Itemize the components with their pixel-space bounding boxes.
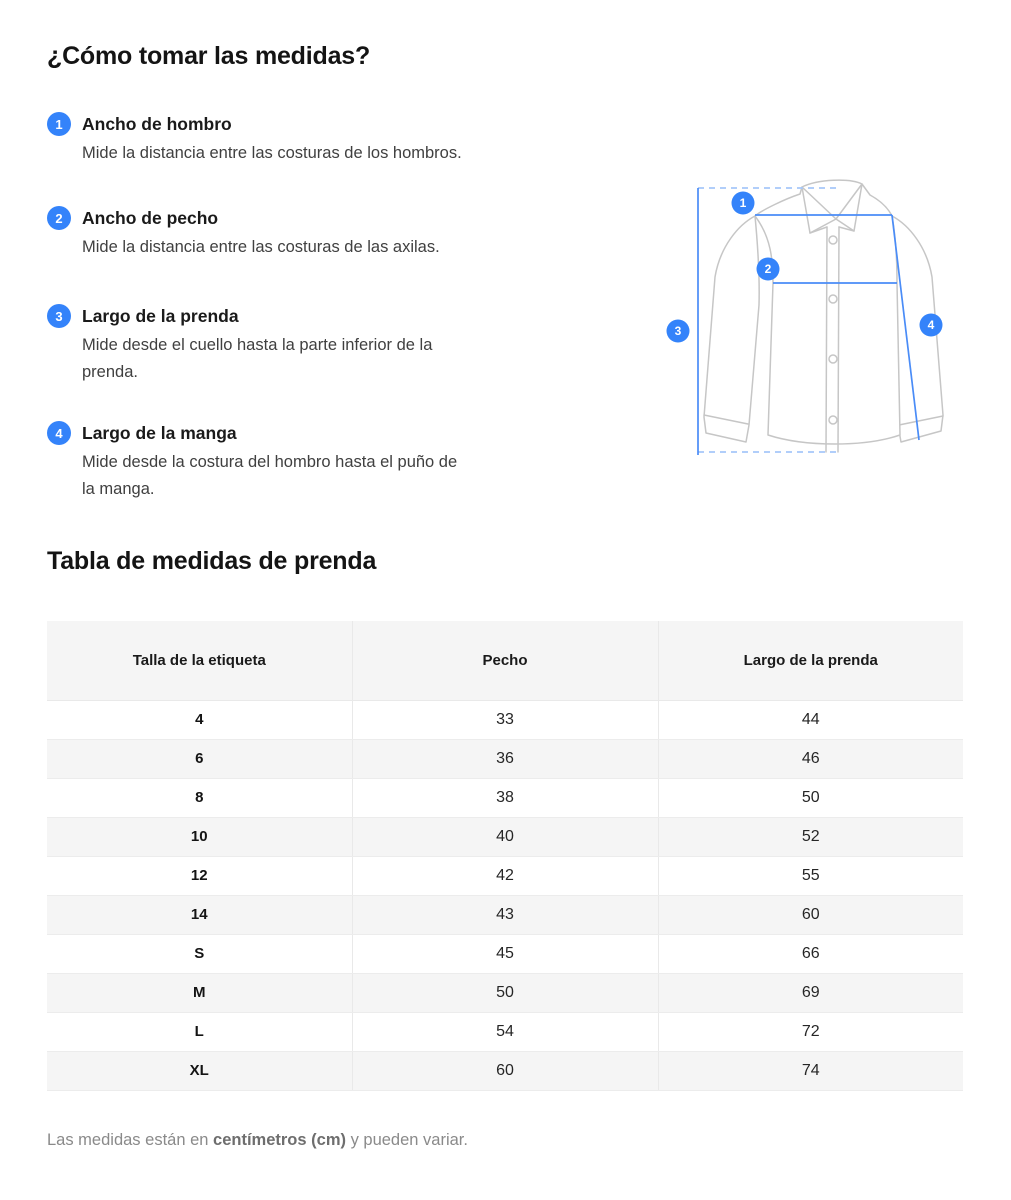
marker-3 bbox=[667, 320, 690, 343]
column-header-size-label: Talla de la etiqueta bbox=[47, 621, 352, 700]
instruction-description: Mide la distancia entre las costuras de las axilas. bbox=[82, 238, 440, 256]
step-1-badge: 1 bbox=[47, 112, 71, 136]
instruction-chest-width bbox=[47, 206, 492, 261]
instruction-title: Largo de la prenda bbox=[82, 306, 239, 326]
footnote-prefix: Las medidas están en bbox=[47, 1131, 214, 1149]
length-cell: 55 bbox=[658, 856, 963, 895]
units-footnote bbox=[47, 1131, 468, 1150]
length-cell: 46 bbox=[658, 739, 963, 778]
instruction-description: Mide la distancia entre las costuras de los hombros. bbox=[82, 144, 462, 162]
table-row bbox=[47, 934, 963, 973]
table-row bbox=[47, 739, 963, 778]
step-2-badge: 2 bbox=[47, 206, 71, 230]
instruction-sleeve-length bbox=[47, 421, 492, 503]
footnote-units: centímetros (cm) bbox=[213, 1131, 346, 1149]
instruction-title: Ancho de hombro bbox=[82, 114, 232, 134]
step-4-badge: 4 bbox=[47, 421, 71, 445]
marker-4 bbox=[920, 314, 943, 337]
table-section-title: Tabla de medidas de prenda bbox=[47, 547, 377, 575]
size-label-cell: 10 bbox=[47, 817, 352, 856]
length-cell: 66 bbox=[658, 934, 963, 973]
instruction-shoulder-width bbox=[47, 112, 492, 167]
size-label-cell: 8 bbox=[47, 778, 352, 817]
length-cell: 50 bbox=[658, 778, 963, 817]
svg-text:2: 2 bbox=[764, 262, 772, 277]
table-row bbox=[47, 895, 963, 934]
footnote-suffix: y pueden variar. bbox=[345, 1131, 468, 1149]
table-row bbox=[47, 778, 963, 817]
size-label-cell: 12 bbox=[47, 856, 352, 895]
length-cell: 69 bbox=[658, 973, 963, 1012]
step-3-badge: 3 bbox=[47, 304, 71, 328]
table-header-row bbox=[47, 621, 963, 700]
size-label-cell: L bbox=[47, 1012, 352, 1051]
size-label-cell: XL bbox=[47, 1051, 352, 1090]
length-cell: 52 bbox=[658, 817, 963, 856]
size-label-cell: 4 bbox=[47, 700, 352, 739]
table-row bbox=[47, 973, 963, 1012]
instruction-title: Largo de la manga bbox=[82, 423, 237, 443]
chest-cell: 33 bbox=[352, 700, 658, 739]
length-cell: 44 bbox=[658, 700, 963, 739]
page-title: ¿Cómo tomar las medidas? bbox=[47, 42, 371, 70]
column-header-chest: Pecho bbox=[352, 621, 658, 700]
marker-1 bbox=[732, 192, 755, 215]
chest-cell: 54 bbox=[352, 1012, 658, 1051]
table-row bbox=[47, 817, 963, 856]
length-cell: 60 bbox=[658, 895, 963, 934]
chest-cell: 38 bbox=[352, 778, 658, 817]
chest-cell: 60 bbox=[352, 1051, 658, 1090]
table-row bbox=[47, 700, 963, 739]
length-cell: 72 bbox=[658, 1012, 963, 1051]
size-label-cell: 14 bbox=[47, 895, 352, 934]
instruction-description: Mide desde la costura del hombro hasta el puño de la manga. bbox=[82, 453, 458, 498]
shirt-outline-icon bbox=[704, 180, 943, 452]
length-cell: 74 bbox=[658, 1051, 963, 1090]
svg-text:3: 3 bbox=[674, 324, 682, 339]
chest-cell: 40 bbox=[352, 817, 658, 856]
chest-cell: 45 bbox=[352, 934, 658, 973]
marker-2 bbox=[757, 258, 780, 281]
chest-cell: 36 bbox=[352, 739, 658, 778]
chest-cell: 42 bbox=[352, 856, 658, 895]
size-label-cell: M bbox=[47, 973, 352, 1012]
shirt-measurement-diagram bbox=[650, 165, 980, 470]
size-label-cell: 6 bbox=[47, 739, 352, 778]
instruction-garment-length bbox=[47, 304, 492, 386]
instruction-description: Mide desde el cuello hasta la parte inferior de la prenda. bbox=[82, 336, 433, 381]
size-label-cell: S bbox=[47, 934, 352, 973]
chest-cell: 43 bbox=[352, 895, 658, 934]
svg-text:4: 4 bbox=[927, 318, 935, 333]
size-measurements-table bbox=[47, 621, 963, 1091]
instruction-title: Ancho de pecho bbox=[82, 208, 219, 228]
table-row bbox=[47, 856, 963, 895]
chest-cell: 50 bbox=[352, 973, 658, 1012]
table-row bbox=[47, 1051, 963, 1090]
column-header-garment-length: Largo de la prenda bbox=[658, 621, 963, 700]
table-row bbox=[47, 1012, 963, 1051]
svg-text:1: 1 bbox=[739, 196, 747, 211]
